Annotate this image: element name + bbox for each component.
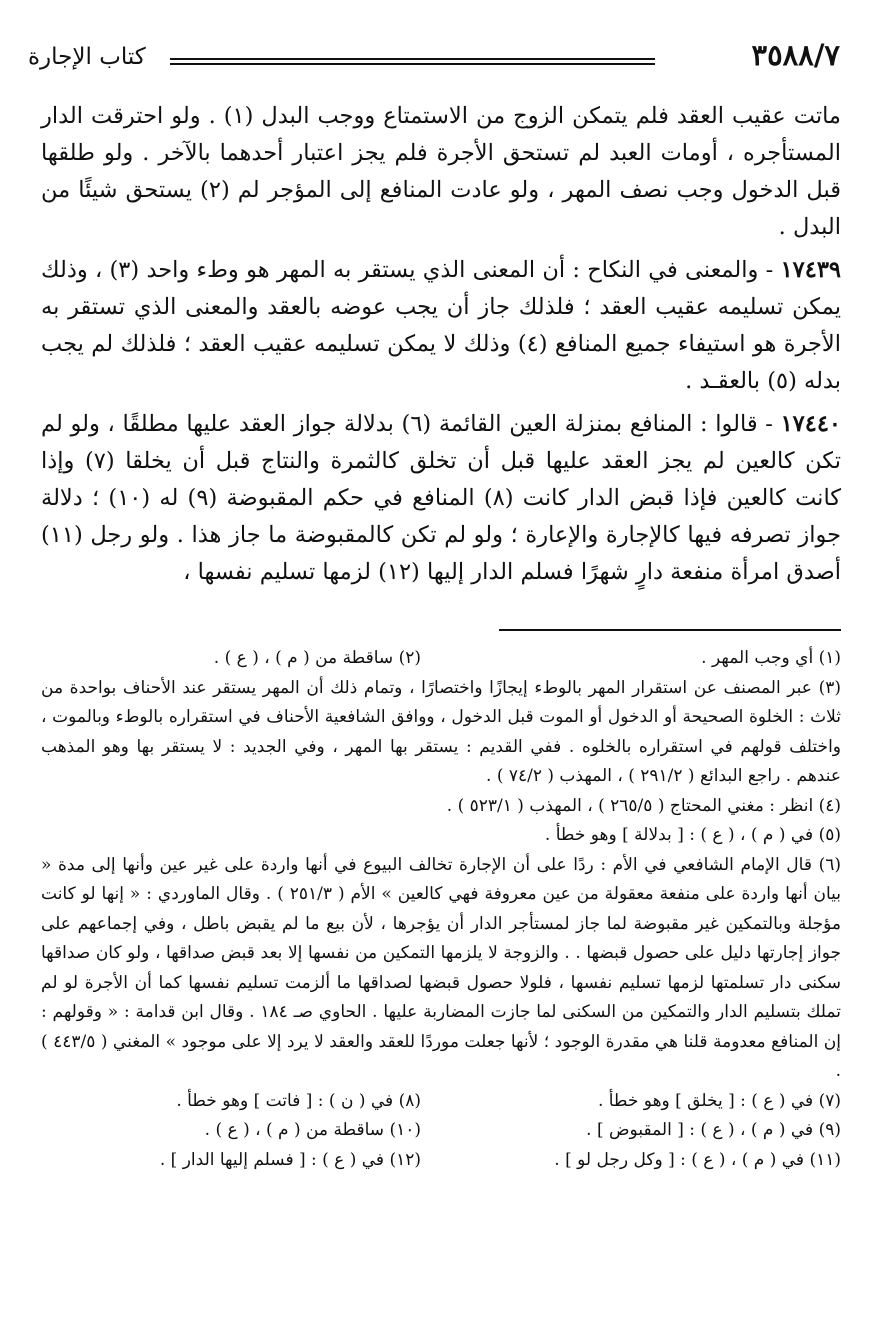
footnote-10: (١٠) ساقطة من ( م ) ، ( ع ) .: [204, 1120, 421, 1140]
footnote-11: (١١) في ( م ) ، ( ع ) : [ وكل رجل لو ] .: [554, 1149, 841, 1170]
footnote-row: [41, 1146, 841, 1176]
footnote-separator: [499, 629, 841, 631]
page-number: ٣٥٨٨/٧: [751, 38, 840, 72]
footnote-row: [41, 1116, 841, 1146]
issue-number: ١٧٤٤٠: [780, 411, 842, 437]
footnote-7: (٧) في ( ع ) : [ يخلق ] وهو خطأ .: [597, 1090, 841, 1111]
footnote-row: [41, 644, 841, 674]
footnote-5: (٥) في ( م ) ، ( ع ) : [ بدلالة ] وهو خطأ .: [544, 825, 841, 845]
footnote-1: (١) أي وجب المهر .: [701, 648, 841, 668]
footnote-9: (٩) في ( م ) ، ( ع ) : [ المقبوض ] .: [586, 1120, 841, 1140]
main-text: [41, 98, 841, 597]
footnotes: [41, 644, 841, 1175]
book-title: كتاب الإجارة: [28, 44, 146, 70]
paragraph-text: - والمعنى في النكاح : أن المعنى الذي يستقر به المهر هو وطء واحد (٣) ، وذلك يمكن تسليمه عقيب العقد ؛ فلذلك جاز أن يجب عوضه بالعقد والمعنى الذي تستقر به الأجرة هو استيفاء جميع المنافع (٤) وذلك لا يمكن تسليمه عقيب العقد ؛ فلذلك لم يجب بدله (٥) بالعقـد .: [41, 257, 841, 394]
running-header: [28, 38, 840, 78]
footnote-6: (٦) قال الإمام الشافعي في الأم : ردًا على أن الإجارة تخالف البيوع في أنها واردة على غير عين وأنها إلى مدة « بيان أنها واردة على منفعة معقولة من عين معروفة فهي كالعين » الأم ( ٢٥١/٣ ) . وقال الماوردي : « إنها لو كانت مؤجلة وبالتمكين غير مقبوضة لما جاز لمستأجر الدار أن يؤجرها ، لأن بيع ما لم يقبض باطل ، وفي إجماعهم على جواز إجارتها دليل على حصول قبضها . . والزوجة لا يلزمها التمكين من نفسها إلا بعد قبض صداقها ، ولو كان صداقها سكنى دار تسلمتها لزمها تسليم نفسها ، فلولا حصول قبضها لصداقها ما ألزمت تسليم نفسها كما أن الأجرة لو لم تملك بتسليم الدار والتمكين من السكنى لما جازت المضاربة عليها . الحاوي صـ ١٨٤ . وقال ابن قدامة : « وقولهم : إن المنافع معدومة قلنا هي مقدرة الوجود ؛ لأنها جعلت موردًا للعقد والعقد لا يرد إلا على موجود » المغني ( ٤٤٣/٥ ) .: [41, 854, 842, 1081]
footnote-2: (٢) ساقطة من ( م ) ، ( ع ) .: [213, 648, 421, 668]
paragraph-1: ماتت عقيب العقد فلم يتمكن الزوج من الاستمتاع ووجب البدل (١) . ولو احترقت الدار المستأجره ، أومات العبد لم تستحق الأجرة فلم يجز اعتبار أحدهما بالآخر . ولو طلقها قبل الدخول وجب نصف المهر ، ولو عادت المنافع إلى المؤجر لم (٢) يستحق شيئًا من البدل .: [41, 103, 841, 240]
footnote-3: (٣) عبر المصنف عن استقرار المهر بالوطء إيجازًا واختصارًا ، وتمام ذلك أن المهر يستقر عند الأحناف بواحدة من ثلاث : الخلوة الصحيحة أو الدخول أو الموت قبل الدخول ، ووافق الشافعية الأحناف في استقراره بالوطء وبالموت ، واختلف قولهم في استقراره بالخلوه . ففي القديم : يستقر بها المهر ، وفي الجديد : لا يستقر بها وهو المذهب عندهم . راجع البدائع ( ٢٩١/٢ ) ، المهذب ( ٧٤/٢ ) .: [41, 677, 841, 786]
paragraph-17440: [41, 406, 841, 591]
footnote-8: (٨) في ( ن ) : [ فاتت ] وهو خطأ .: [176, 1090, 421, 1111]
footnote-12: (١٢) في ( ع ) : [ فسلم إليها الدار ] .: [159, 1149, 421, 1170]
paragraph-text: - قالوا : المنافع بمنزلة العين القائمة (٦) بدلالة جواز العقد عليها مطلقًا ، ولو لم تكن كالعين لم يجز العقد عليها قبل أن تخلق كالثمرة والنتاج قبل أن يخلقا (٧) وإذا كانت كالعين فإذا قبض الدار كانت (٨) المنافع في حكم المقبوضة (٩) له (١٠) ؛ دلالة جواز تصرفه فيها كالإجارة والإعارة ؛ ولو لم تكن كالمقبوضة ما جاز هذا . ولو رجل (١١) أصدق امرأة منفعة دارٍ شهرًا فسلم الدار إليها (١٢) لزمها تسليم نفسها ،: [41, 411, 842, 585]
paragraph-17439: [41, 252, 841, 400]
footnote-4: (٤) انظر : مغني المحتاج ( ٢٦٥/٥ ) ، المهذب ( ٥٢٣/١ ) .: [446, 795, 841, 816]
issue-number: ١٧٤٣٩: [780, 257, 841, 283]
footnote-row: [41, 1087, 841, 1117]
header-rule: [170, 58, 655, 65]
